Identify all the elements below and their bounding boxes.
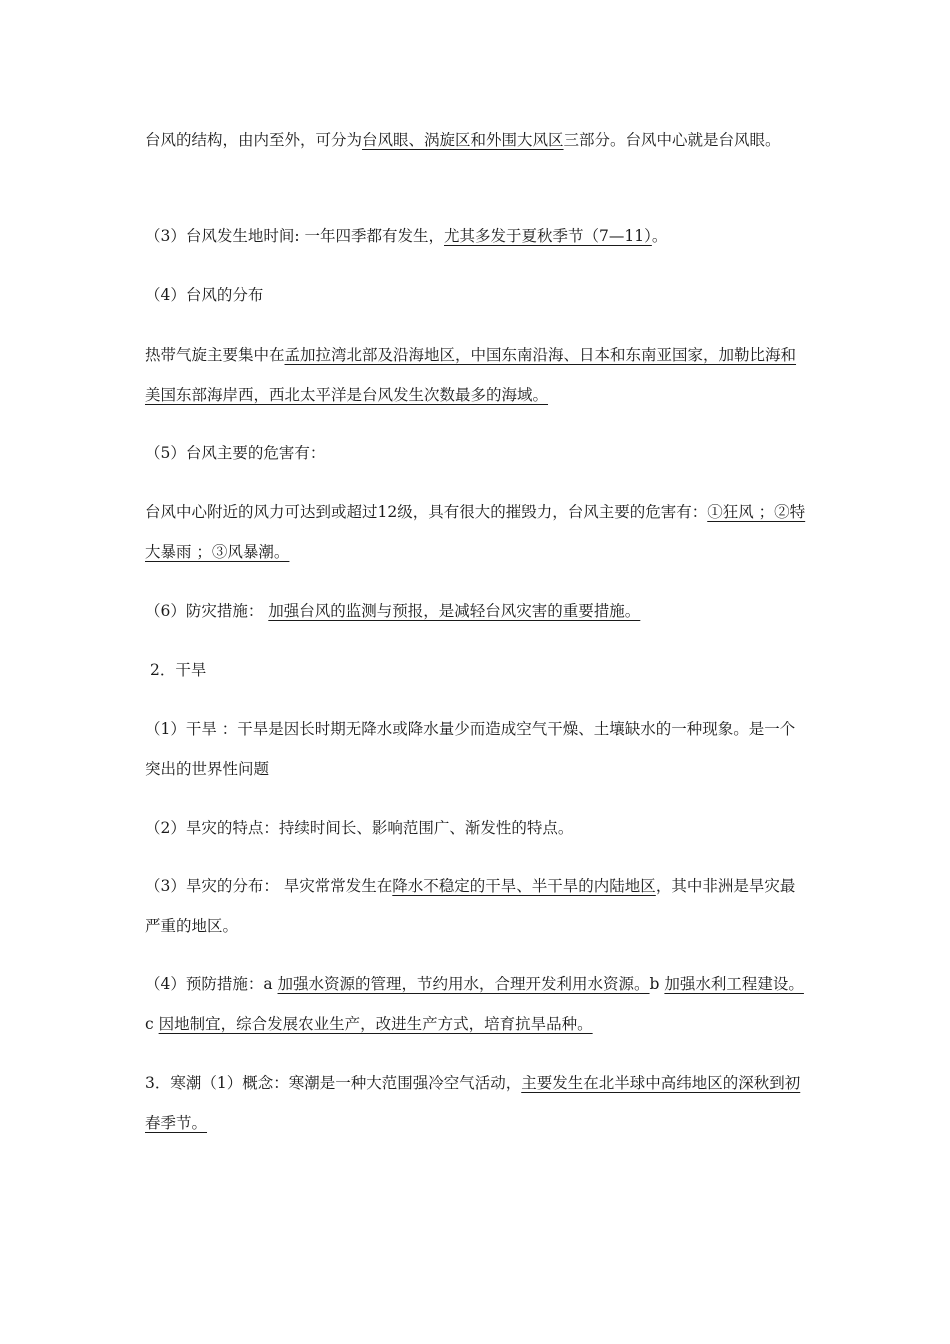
text-segment: （3）台风发生地时间: 一年四季都有发生，: [145, 227, 445, 245]
paragraph-drought-definition: [145, 709, 810, 789]
underlined-segment: 加强台风的监测与预报，是减轻台风灾害的重要措施。: [268, 602, 641, 620]
paragraph-drought-prevention: [145, 964, 810, 1044]
heading-typhoon-hazards: [145, 433, 810, 473]
underlined-segment: 主要发生在北半球中高纬地区的深秋到初春季节。: [145, 1074, 801, 1132]
text-segment: （3）旱灾的分布： 旱灾常常发生在: [145, 877, 393, 895]
text-segment: ，其中非洲是旱灾最严重的地区。: [145, 877, 796, 935]
text-segment: b: [649, 975, 665, 993]
heading-typhoon-distribution: [145, 275, 810, 315]
text-segment: 3．寒潮（1）概念：寒潮是一种大范围强冷空气活动，: [145, 1074, 522, 1092]
underlined-segment: 加强水资源的管理，节约用水，合理开发利用水资源。: [277, 975, 650, 993]
text-segment: （2）旱灾的特点：持续时间长、影响范围广、渐发性的特点。: [145, 819, 574, 837]
heading-drought: [150, 650, 815, 690]
paragraph-drought-features: [145, 808, 810, 848]
paragraph-typhoon-time: [145, 216, 810, 256]
underlined-segment: 加强水利工程建设。: [664, 975, 804, 993]
text-segment: （1）干旱 ：干旱是因长时期无降水或降水量少而造成空气干燥、土壤缺水的一种现象。是一个突出的世界性问题: [145, 720, 796, 778]
paragraph-drought-distribution: [145, 866, 810, 946]
paragraph-cold-wave: [145, 1063, 810, 1143]
underlined-segment: 降水不稳定的干旱、半干旱的内陆地区: [392, 877, 656, 895]
underlined-segment: 尤其多发于夏秋季节（7—11）: [444, 227, 652, 245]
text-segment: （5）台风主要的危害有：: [145, 444, 326, 462]
text-segment: 台风中心附近的风力可达到或超过12级，具有很大的摧毁力，台风主要的危害有：: [145, 503, 708, 521]
text-segment: （4）台风的分布: [145, 286, 264, 304]
paragraph-typhoon-prevention: [145, 591, 810, 631]
underlined-segment: 台风眼、涡旋区和外围大风区: [362, 131, 564, 149]
text-segment: （4）预防措施：a: [145, 975, 278, 993]
text-segment: 2．干旱: [150, 661, 207, 679]
paragraph-typhoon-structure: [145, 120, 810, 160]
text-segment: 。: [651, 227, 668, 245]
underlined-segment: ①狂风 ；②特大暴雨 ；③风暴潮。: [145, 503, 806, 561]
text-segment: 三部分。台风中心就是台风眼。: [563, 131, 781, 149]
paragraph-typhoon-hazards: [145, 492, 810, 572]
text-segment: c: [145, 1015, 159, 1033]
text-segment: 台风的结构，由内至外，可分为: [145, 131, 363, 149]
underlined-segment: 因地制宜，综合发展农业生产，改进生产方式，培育抗旱品种。: [158, 1015, 593, 1033]
text-segment: 热带气旋主要集中在: [145, 346, 285, 364]
text-segment: （6）防灾措施：: [145, 602, 269, 620]
paragraph-typhoon-distribution: [145, 335, 810, 415]
underlined-segment: 孟加拉湾北部及沿海地区，中国东南沿海、日本和东南亚国家，加勒比海和美国东部海岸西，西北太平洋是台风发生次数最多的海域。: [145, 346, 797, 404]
